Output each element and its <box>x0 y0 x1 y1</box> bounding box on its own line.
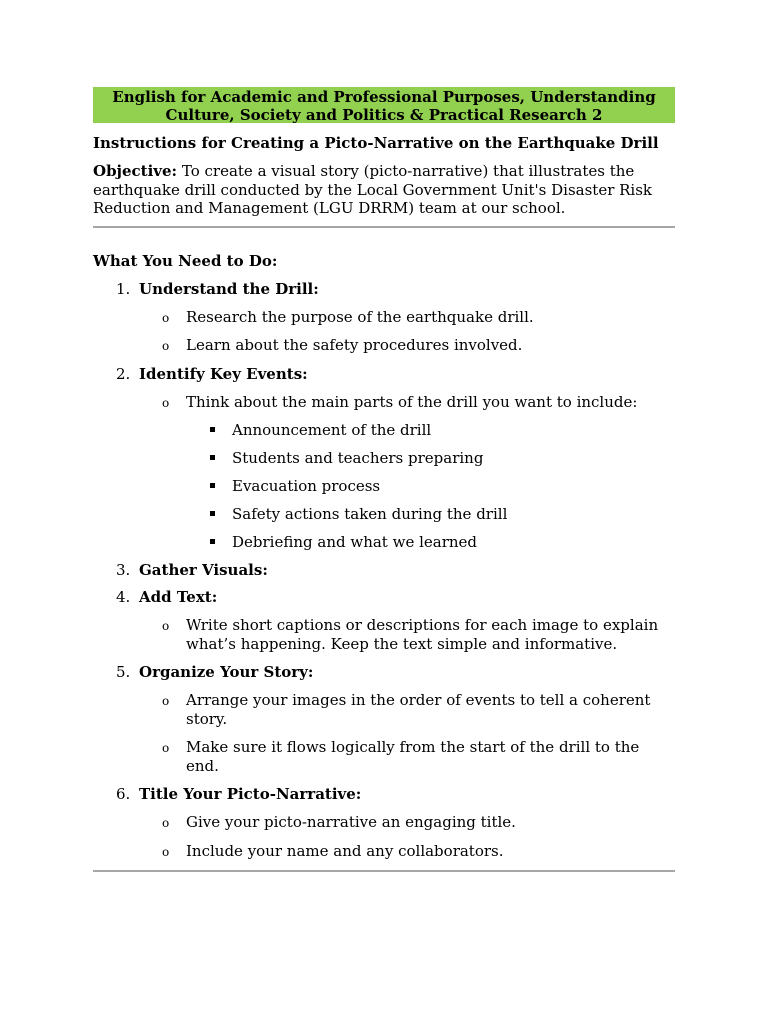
step-5-items <box>139 691 675 775</box>
step-4 <box>93 588 675 653</box>
step-label: Identify Key Events: <box>139 364 308 383</box>
step-number: 2. <box>116 364 131 383</box>
list-item-text: Safety actions taken during the drill <box>232 505 508 523</box>
list-item <box>139 393 675 552</box>
step-label: Organize Your Story: <box>139 663 314 681</box>
circle-bullet-icon: o <box>162 310 170 325</box>
list-item <box>139 336 675 355</box>
circle-bullet-icon: o <box>162 619 170 633</box>
list-item-text: Include your name and any collaborators. <box>186 841 504 860</box>
list-item <box>186 533 675 551</box>
list-item-text: Make sure it flows logically from the start of the drill to the end. <box>186 738 640 775</box>
step-number: 6. <box>116 785 131 803</box>
list-item <box>186 449 675 467</box>
list-item <box>139 308 675 327</box>
subject-banner: English for Academic and Professional Purposes, Understanding Culture, Society and Politics & Practical Research 2 <box>93 87 675 123</box>
step-4-items <box>139 616 675 653</box>
list-item-text: Arrange your images in the order of events to tell a coherent story. <box>186 691 651 728</box>
document-page <box>93 87 675 872</box>
list-item-text: Debriefing and what we learned <box>232 533 478 551</box>
circle-bullet-icon: o <box>162 741 170 755</box>
step-6 <box>93 785 675 860</box>
list-item <box>186 477 675 495</box>
list-item <box>186 505 675 523</box>
top-divider <box>93 226 675 228</box>
square-bullet-icon <box>210 427 215 432</box>
step-2 <box>93 365 675 552</box>
list-item-text: Write short captions or descriptions for each image to explain what’s happening. Keep the text simple and informative. <box>186 616 659 653</box>
objective-text: To create a visual story (picto-narrative) that illustrates the earthquake drill conducted by the Local Government Unit's Disaster Risk Reduction and Management (LGU DRRM) team at our school. <box>93 162 653 217</box>
key-events-list <box>186 421 675 551</box>
list-item-text: Learn about the safety procedures involved. <box>186 336 523 354</box>
step-label: Add Text: <box>139 588 218 606</box>
circle-bullet-icon: o <box>162 339 170 353</box>
step-5 <box>93 663 675 775</box>
list-item-text: Announcement of the drill <box>232 421 432 439</box>
square-bullet-icon <box>210 483 215 488</box>
section-title: What You Need to Do: <box>93 251 278 270</box>
steps-list <box>93 280 675 861</box>
step-label: Understand the Drill: <box>139 279 319 298</box>
list-item <box>139 813 675 832</box>
step-number: 3. <box>116 561 131 579</box>
objective-label: Objective: <box>93 162 178 180</box>
square-bullet-icon <box>210 455 215 460</box>
list-item <box>186 421 675 439</box>
objective-paragraph <box>93 162 675 218</box>
list-item <box>139 616 675 653</box>
list-item-text: Evacuation process <box>232 477 381 495</box>
step-6-items <box>139 813 675 860</box>
list-item-text: Give your picto-narrative an engaging title. <box>186 813 516 831</box>
step-2-items <box>139 393 675 552</box>
step-number: 4. <box>116 588 131 606</box>
square-bullet-icon <box>210 539 215 544</box>
step-1-items <box>139 308 675 355</box>
circle-bullet-icon: o <box>162 694 170 708</box>
step-1 <box>93 280 675 355</box>
step-label: Title Your Picto-Narrative: <box>139 785 362 803</box>
list-item <box>139 842 675 861</box>
list-item-text: Students and teachers preparing <box>232 449 484 467</box>
circle-bullet-icon: o <box>162 816 170 830</box>
step-3 <box>93 561 675 579</box>
document-title: Instructions for Creating a Picto-Narrative on the Earthquake Drill <box>93 134 659 152</box>
square-bullet-icon <box>210 511 215 516</box>
list-item <box>139 691 675 728</box>
circle-bullet-icon: o <box>162 844 170 859</box>
list-item-text: Research the purpose of the earthquake drill. <box>186 307 534 326</box>
step-number: 1. <box>116 279 131 298</box>
list-item-text: Think about the main parts of the drill you want to include: <box>186 392 638 411</box>
circle-bullet-icon: o <box>162 395 170 410</box>
bottom-divider <box>93 870 675 872</box>
step-label: Gather Visuals: <box>139 561 268 579</box>
list-item <box>139 738 675 775</box>
step-number: 5. <box>116 663 131 681</box>
